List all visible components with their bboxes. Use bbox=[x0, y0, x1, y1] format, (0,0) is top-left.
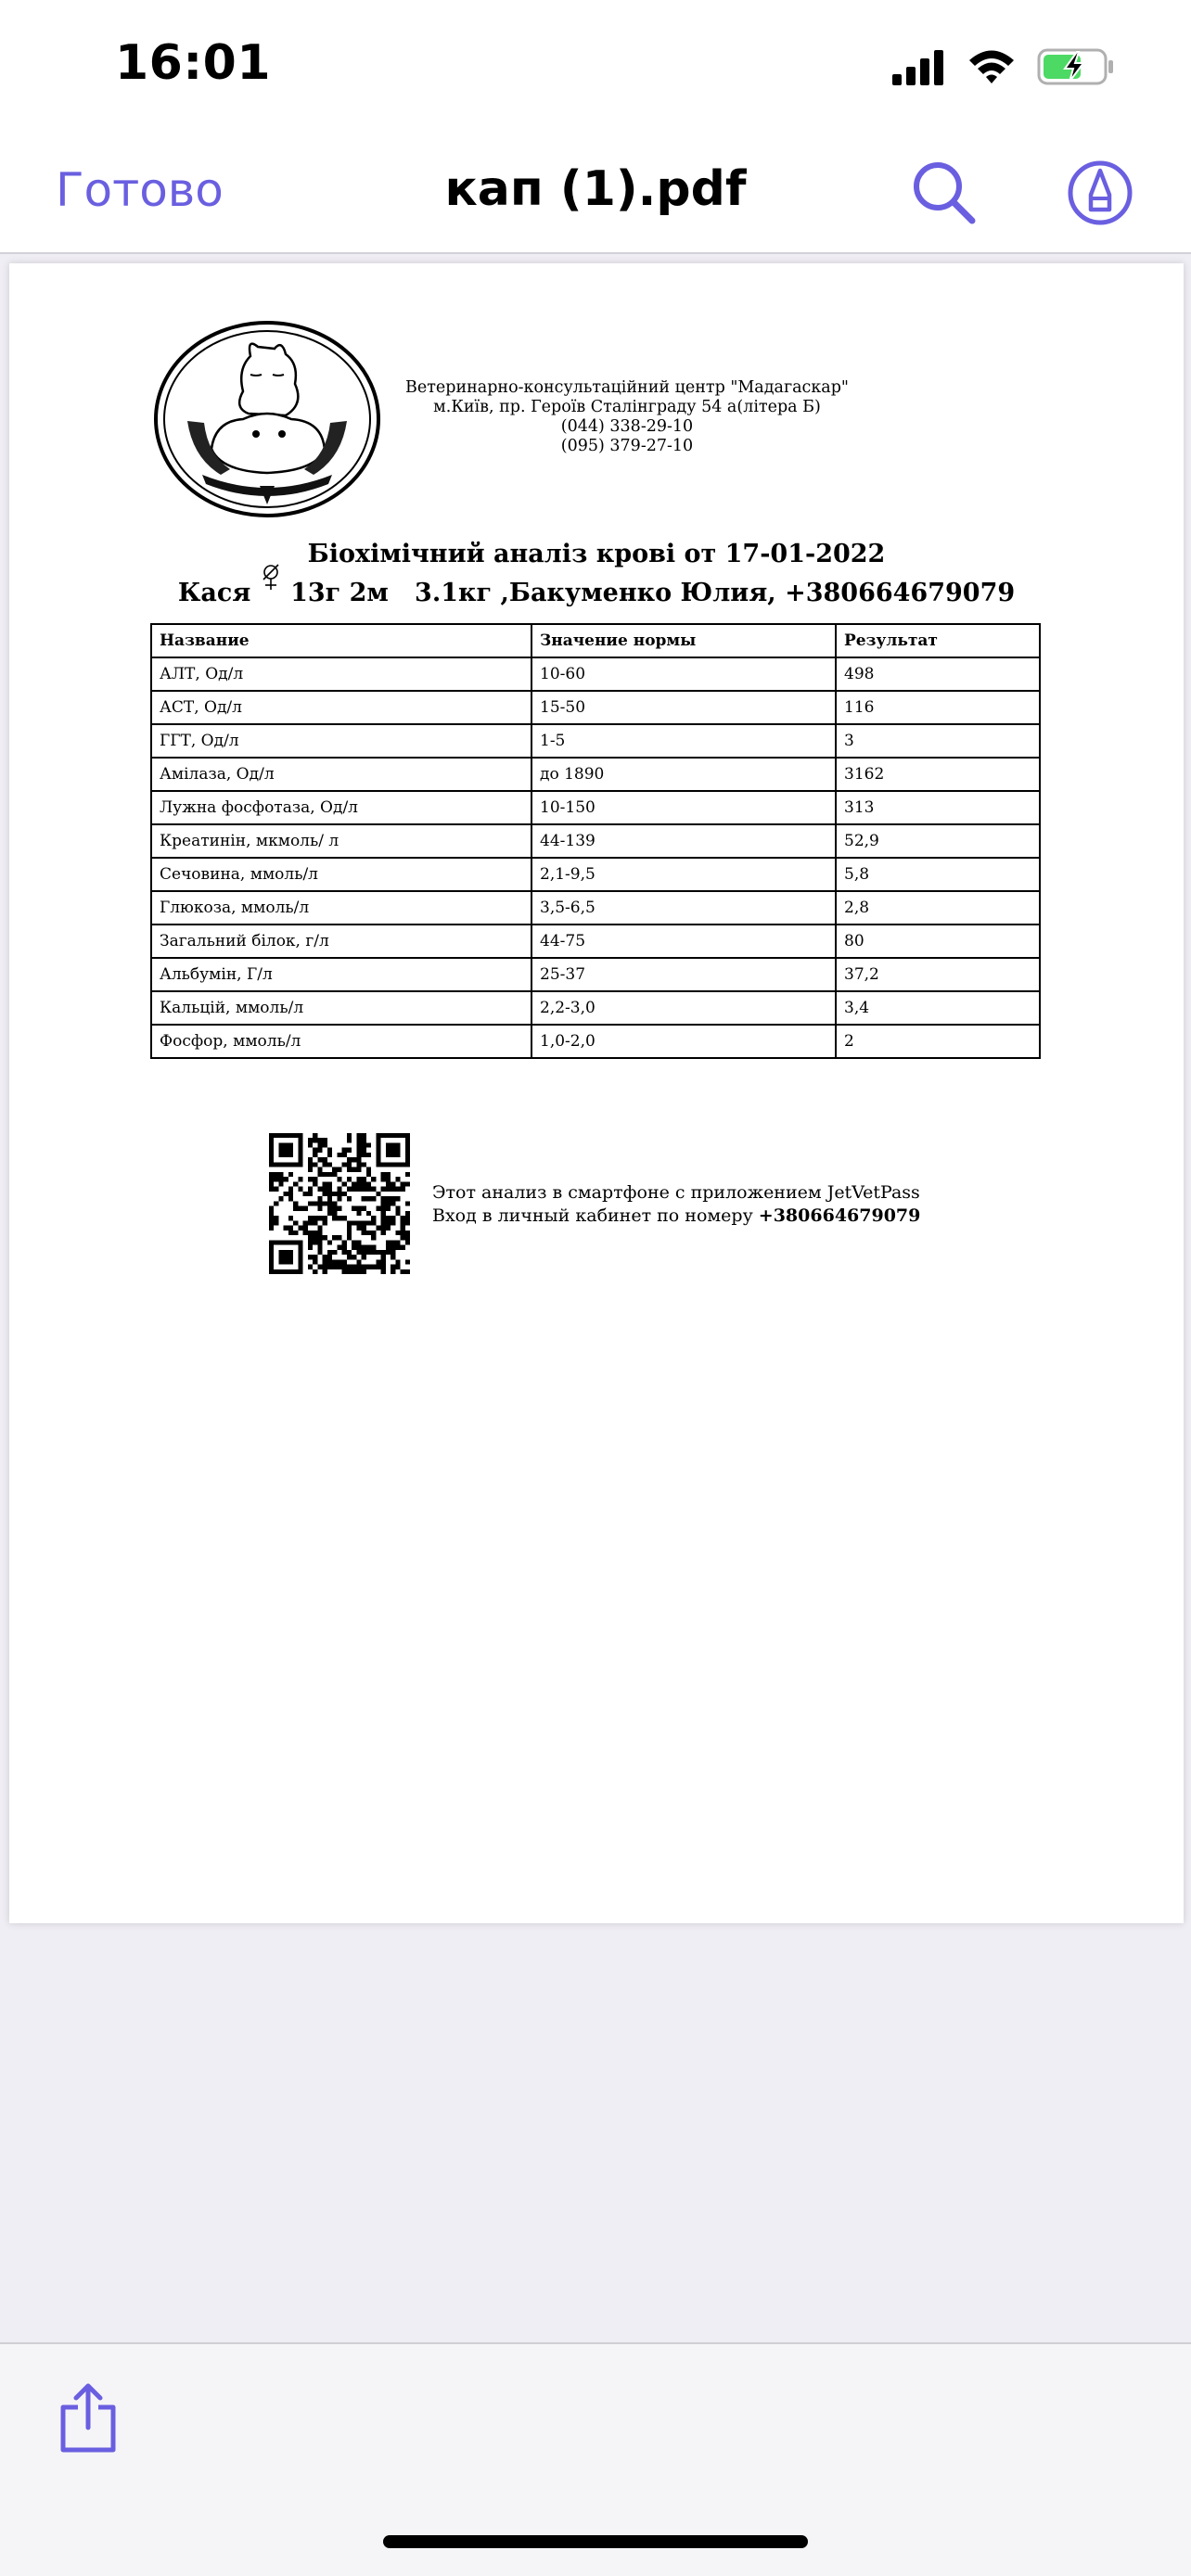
table-row bbox=[151, 1025, 1040, 1058]
cell-name: Глюкоза, ммоль/л bbox=[151, 891, 531, 925]
cell-result: 5,8 bbox=[836, 858, 1040, 891]
cell-norm: до 1890 bbox=[531, 758, 836, 791]
battery-charging-icon bbox=[1037, 48, 1115, 85]
patient-details: 13г 2м 3.1кг ,Бакуменко Юлия, +380664679079 bbox=[290, 579, 1016, 607]
cell-norm: 2,2-3,0 bbox=[531, 991, 836, 1025]
markup-icon[interactable] bbox=[1065, 158, 1135, 228]
pdf-page bbox=[9, 263, 1184, 1923]
table-row bbox=[151, 958, 1040, 991]
clinic-phone-1: (044) 338-29-10 bbox=[560, 417, 694, 436]
cell-name: Кальцій, ммоль/л bbox=[151, 991, 531, 1025]
header-result: Результат bbox=[836, 624, 1040, 657]
status-bar bbox=[0, 0, 1191, 139]
cell-norm: 44-139 bbox=[531, 824, 836, 858]
cell-result: 3 bbox=[836, 724, 1040, 758]
table-row bbox=[151, 891, 1040, 925]
cell-result: 116 bbox=[836, 691, 1040, 724]
cell-name: ГГТ, Од/л bbox=[151, 724, 531, 758]
cell-result: 313 bbox=[836, 791, 1040, 824]
table-row bbox=[151, 824, 1040, 858]
cell-result: 2,8 bbox=[836, 891, 1040, 925]
cell-name: Креатинін, мкмоль/ л bbox=[151, 824, 531, 858]
navigation-bar bbox=[0, 139, 1191, 254]
jetvetpass-line-1: Этот анализ в смартфоне с приложением JetVetPass bbox=[432, 1182, 920, 1203]
clinic-info bbox=[377, 378, 877, 456]
table-row bbox=[151, 991, 1040, 1025]
results-body bbox=[151, 657, 1040, 1058]
status-icons bbox=[890, 45, 1115, 89]
analysis-title: Біохімічний аналіз крові от 17-01-2022 bbox=[307, 540, 886, 568]
table-row bbox=[151, 724, 1040, 758]
cell-name: Лужна фосфотаза, Од/л bbox=[151, 791, 531, 824]
clock: 16:01 bbox=[115, 35, 272, 91]
cell-result: 80 bbox=[836, 925, 1040, 958]
cell-result: 498 bbox=[836, 657, 1040, 691]
clinic-logo bbox=[147, 319, 388, 523]
cell-name: Сечовина, ммоль/л bbox=[151, 858, 531, 891]
cell-norm: 10-150 bbox=[531, 791, 836, 824]
done-button[interactable]: Готово bbox=[56, 163, 224, 217]
cell-result: 37,2 bbox=[836, 958, 1040, 991]
results-table bbox=[150, 623, 1041, 1059]
login-phone: +380664679079 bbox=[758, 1205, 921, 1226]
patient-line bbox=[9, 579, 1184, 607]
cell-norm: 10-60 bbox=[531, 657, 836, 691]
patient-name: Кася bbox=[177, 579, 251, 607]
cell-norm: 1-5 bbox=[531, 724, 836, 758]
share-icon[interactable] bbox=[56, 2381, 121, 2455]
cell-name: Альбумін, Г/л bbox=[151, 958, 531, 991]
cell-norm: 3,5-6,5 bbox=[531, 891, 836, 925]
cell-norm: 2,1-9,5 bbox=[531, 858, 836, 891]
table-row bbox=[151, 858, 1040, 891]
clinic-name: Ветеринарно-консультаційний центр "Мадагаскар" bbox=[405, 378, 849, 397]
table-header-row bbox=[151, 624, 1040, 657]
cell-name: Фосфор, ммоль/л bbox=[151, 1025, 531, 1058]
table-row bbox=[151, 925, 1040, 958]
cell-norm: 15-50 bbox=[531, 691, 836, 724]
qr-code[interactable] bbox=[269, 1133, 410, 1274]
cell-norm: 25-37 bbox=[531, 958, 836, 991]
header-norm: Значение нормы bbox=[531, 624, 836, 657]
jetvetpass-info bbox=[432, 1181, 920, 1228]
header-name: Название bbox=[151, 624, 531, 657]
jetvetpass-line-2 bbox=[432, 1205, 920, 1228]
login-text: Вход в личный кабинет по номеру bbox=[432, 1205, 753, 1226]
search-icon[interactable] bbox=[909, 158, 980, 228]
table-row bbox=[151, 691, 1040, 724]
cell-result: 3162 bbox=[836, 758, 1040, 791]
cell-result: 3,4 bbox=[836, 991, 1040, 1025]
cell-result: 2 bbox=[836, 1025, 1040, 1058]
table-row bbox=[151, 758, 1040, 791]
cell-name: Загальний білок, г/л bbox=[151, 925, 531, 958]
table-row bbox=[151, 657, 1040, 691]
clinic-phone-2: (095) 379-27-10 bbox=[560, 437, 694, 455]
female-sterilized-icon bbox=[260, 564, 282, 592]
document-title: кап (1).pdf bbox=[444, 161, 747, 217]
wifi-icon bbox=[967, 48, 1017, 85]
cell-name: Амілаза, Од/л bbox=[151, 758, 531, 791]
cellular-signal-icon bbox=[890, 48, 946, 85]
cell-norm: 1,0-2,0 bbox=[531, 1025, 836, 1058]
cell-result: 52,9 bbox=[836, 824, 1040, 858]
home-indicator[interactable] bbox=[383, 2535, 808, 2548]
cell-name: АЛТ, Од/л bbox=[151, 657, 531, 691]
cell-norm: 44-75 bbox=[531, 925, 836, 958]
cell-name: АСТ, Од/л bbox=[151, 691, 531, 724]
table-row bbox=[151, 791, 1040, 824]
clinic-address: м.Київ, пр. Героїв Сталінграду 54 а(літера Б) bbox=[433, 398, 821, 416]
